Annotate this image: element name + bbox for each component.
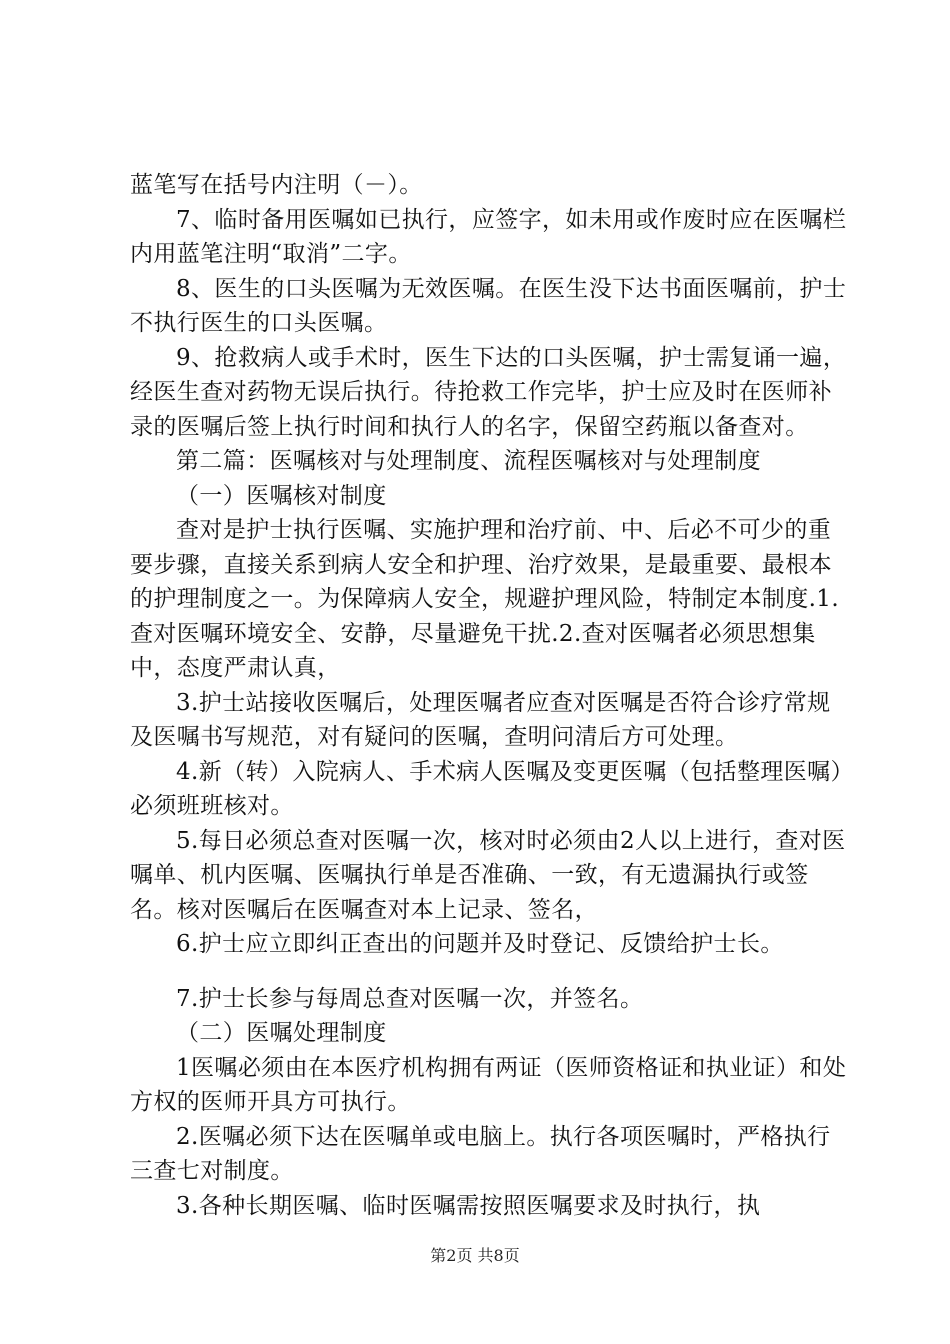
paragraph-item-7: 7、临时备用医嘱如已执行，应签字，如未用或作废时应在医嘱栏内用蓝笔注明“取消”二字。 [130, 206, 847, 267]
paragraph-check-intro: 查对是护士执行医嘱、实施护理和治疗前、中、后必不可少的重要步骤，直接关系到病人安全和护理、治疗效果，是最重要、最根本的护理制度之一。为保障病人安全，规避护理风险，特制定本制度.1.查对医嘱环境安全、安静，尽量避免干扰.2.查对医嘱者必须思想集中，态度严肃认真， [130, 517, 840, 681]
paragraph-item-8: 8、医生的口头医嘱为无效医嘱。在医生没下达书面医嘱前，护士不执行医生的口头医嘱。 [130, 275, 847, 336]
paragraph-check-5: 5.每日必须总查对医嘱一次，核对时必须由2人以上进行，查对医嘱单、机内医嘱、医嘱执行单是否准确、一致，有无遗漏执行或签名。核对医嘱后在医嘱查对本上记录、签名， [130, 827, 846, 923]
document-body [130, 168, 850, 1223]
paragraph-item-9: 9、抢救病人或手术时，医生下达的口头医嘱，护士需复诵一遍，经医生查对药物无误后执行。待抢救工作完毕，护士应及时在医师补录的医嘱后签上执行时间和执行人的名字，保留空药瓶以备查对。 [130, 344, 847, 440]
page-footer: 第2页 共8页 [430, 1246, 520, 1265]
section-heading-part-two: 第二篇：医嘱核对与处理制度、流程医嘱核对与处理制度 [176, 448, 761, 474]
subsection-heading-check: （一）医嘱核对制度 [176, 482, 387, 509]
paragraph-continuation: 蓝笔写在括号内注明（－）。 [130, 172, 423, 198]
subsection-heading-handling: （二）医嘱处理制度 [176, 1020, 387, 1046]
paragraph-check-6: 6.护士应立即纠正查出的问题并及时登记、反馈给护士长。 [176, 931, 784, 957]
paragraph-handling-2: 2.医嘱必须下达在医嘱单或电脑上。执行各项医嘱时，严格执行三查七对制度。 [130, 1123, 831, 1184]
paragraph-check-7: 7.护士长参与每周总查对医嘱一次，并签名。 [176, 985, 644, 1012]
paragraph-check-3: 3.护士站接收医嘱后，处理医嘱者应查对医嘱是否符合诊疗常规及医嘱书写规范，对有疑问的医嘱，查明问清后方可处理。 [130, 689, 831, 750]
paragraph-handling-3: 3.各种长期医嘱、临时医嘱需按照医嘱要求及时执行，执 [176, 1192, 761, 1219]
paragraph-check-4: 4.新（转）入院病人、手术病人医嘱及变更医嘱（包括整理医嘱）必须班班核对。 [130, 758, 843, 819]
paragraph-handling-1: 1医嘱必须由在本医疗机构拥有两证（医师资格证和执业证）和处方权的医师开具方可执行。 [130, 1054, 847, 1115]
